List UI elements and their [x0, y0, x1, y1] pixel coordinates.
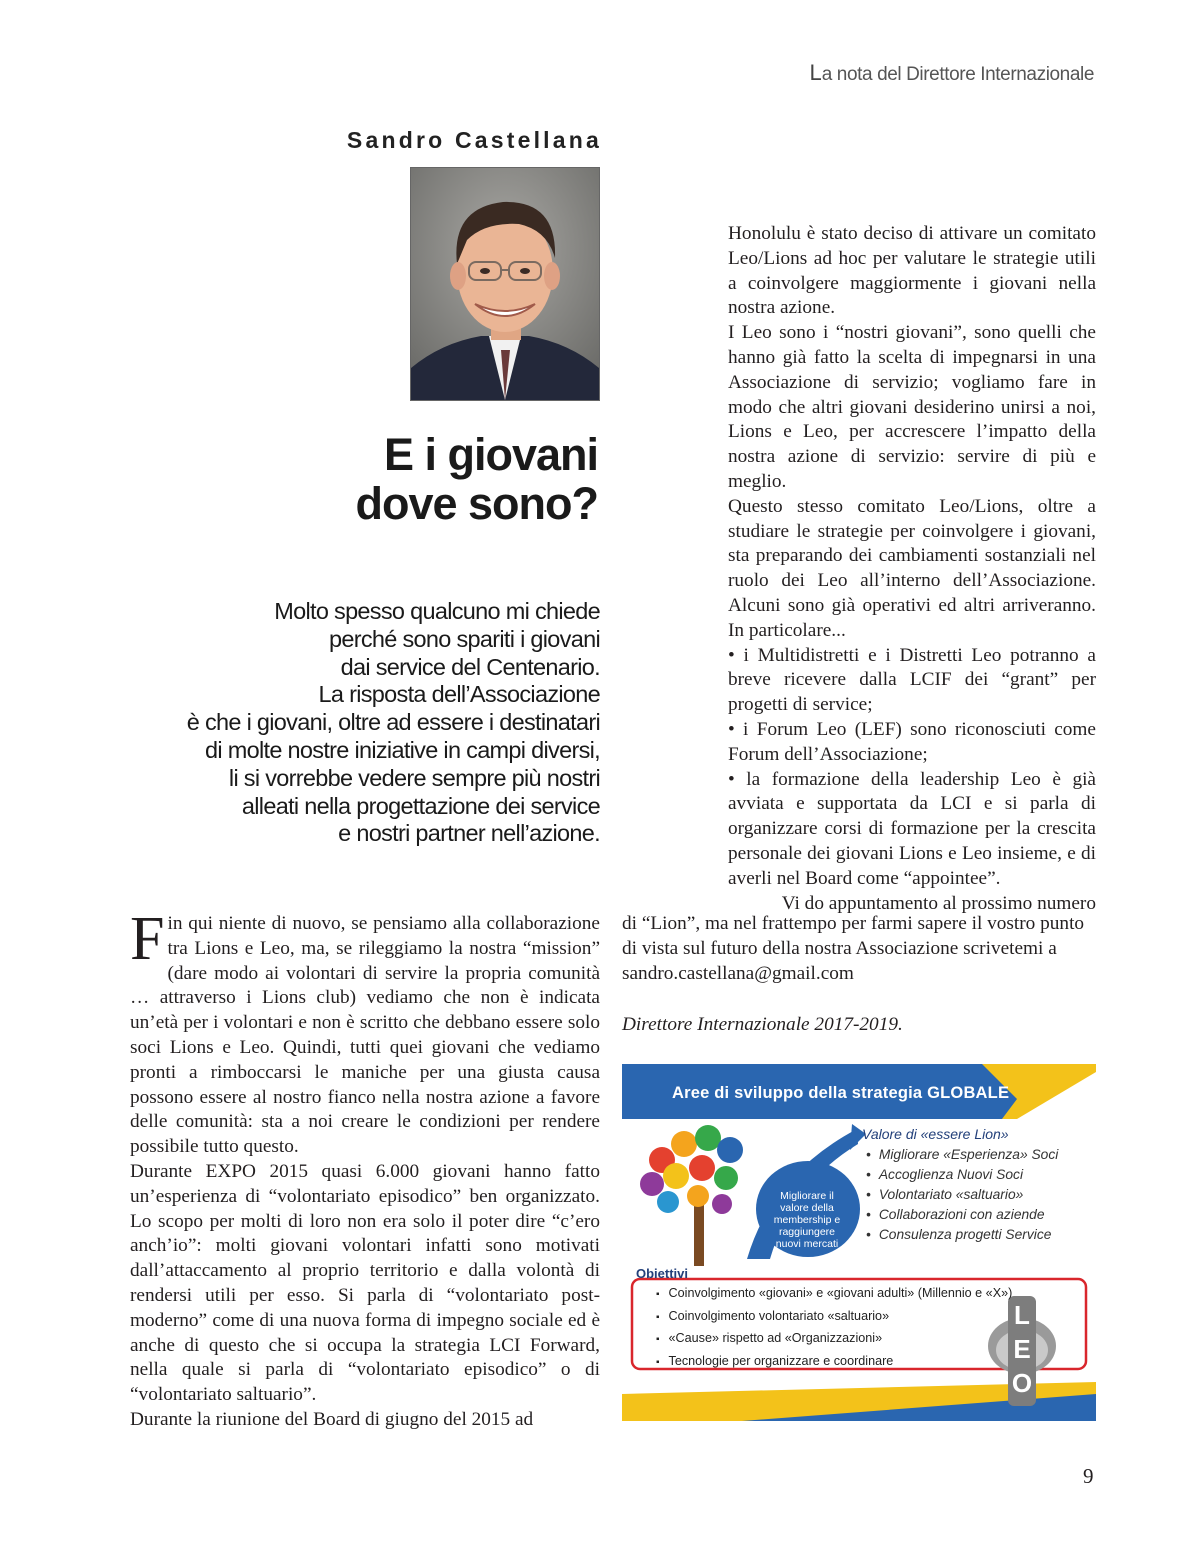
value-heading: Valore di «essere Lion» — [862, 1126, 1009, 1142]
value-item: • Migliorare «Esperienza» Soci — [866, 1145, 1058, 1165]
lead-line: li si vorrebbe vedere sempre più nostri — [228, 764, 600, 791]
body-paragraph: Honolulu è stato deciso di attivare un comitato Leo/Lions ad hoc per valutare le strategie utili a coinvolgere maggiormente i giovani nella nostra azione. — [728, 223, 1096, 319]
objective-item: ▪ Coinvolgimento volontariato «saltuario» — [656, 1306, 1012, 1329]
lead-line: dai service del Centenario. — [340, 653, 600, 680]
author-photo — [410, 167, 600, 401]
bullet-item: • la formazione della leadership Leo è già avviata e supportata da LCI e si parla di organizzare corsi di formazione per la crescita personale dei giovani Lions e Leo insieme, e di averli nel Board come “appointee”. — [728, 768, 1096, 889]
objective-item: ▪ «Cause» rispetto ad «Organizzazioni» — [656, 1328, 1012, 1351]
lead-line: La risposta dell’Associazione — [318, 681, 600, 708]
lead-line: perché sono spariti i giovani — [328, 625, 600, 652]
body-column-right — [728, 222, 1096, 916]
closing-paragraph: di “Lion”, ma nel frattempo per farmi sapere il vostro punto di vista sul futuro della nostra Associazione scrivetemi a sandro.castellana@gmail.com — [622, 913, 1085, 984]
body-paragraph: Vi do appuntamento al prossimo numero — [781, 892, 1096, 914]
author-signoff: Direttore Internazionale 2017-2019. — [622, 1014, 903, 1035]
body-paragraph — [130, 905, 600, 1160]
drop-cap: F — [130, 905, 165, 973]
author-name: Sandro Castellana — [346, 127, 602, 153]
header-initial: L — [809, 60, 822, 85]
body-paragraph: Durante EXPO 2015 quasi 6.000 giovani hanno fatto un’esperienza di “volontariato episodico” ben organizzato. Lo scopo per molti di loro non era solo il poter dire “c’ero anch’io”: molti giovani volontari infatti sono motivati dall’attaccamento al proprio territorio e dalla volontà di rendersi utili per esso. Si parla di “volontariato post-moderno” come di una nuova forma di impegno sociale ed è anche di questo che si occupa la strategia LCI Forward, nella quale si parla di “volontariato episodico” o di “volontariato saltuario”. — [130, 1160, 600, 1406]
objective-item: ▪ Tecnologie per organizzare e coordinare — [656, 1351, 1012, 1374]
title-line: E i giovani — [383, 429, 598, 480]
objectives-heading: Obiettivi — [636, 1266, 689, 1281]
lead-line: Molto spesso qualcuno mi chiede — [274, 598, 600, 624]
header-text: a nota del Direttore Internazionale — [821, 64, 1094, 85]
lead-line: e nostri partner nell’azione. — [338, 820, 600, 847]
lead-paragraph — [100, 598, 600, 848]
body-paragraph: Questo stesso comitato Leo/Lions, oltre a studiare le strategie per coinvolgere i giovani, sta preparando dei cambiamenti sostanziali nel ruolo dei Leo all’interno dell’Associazione. Alcuni sono già operativi ed altri arriveranno. In particolare... — [728, 495, 1096, 641]
objectives-list — [656, 1283, 1012, 1373]
page-number: 9 — [1083, 1464, 1094, 1488]
value-item: • Consulenza progetti Service — [866, 1225, 1058, 1245]
infographic-title: Aree di sviluppo della strategia GLOBALE — [672, 1084, 1010, 1102]
value-item: • Collaborazioni con aziende — [866, 1205, 1058, 1225]
bullet-item: • i Multidistretti e i Distretti Leo potranno a breve ricevere dalla LCIF dei “grant” per progetti di service; — [728, 644, 1096, 716]
portrait-image — [411, 168, 599, 400]
value-list — [866, 1145, 1058, 1245]
title-line: dove sono? — [355, 478, 598, 529]
lead-line: è che i giovani, oltre ad essere i destinatari — [186, 709, 600, 736]
value-item: • Volontariato «saltuario» — [866, 1185, 1058, 1205]
value-item: • Accoglienza Nuovi Soci — [866, 1165, 1058, 1185]
body-closing — [622, 912, 1096, 986]
leo-letter: L — [1014, 1300, 1030, 1330]
leo-letter: E — [1013, 1334, 1031, 1364]
body-paragraph: Durante la riunione del Board di giugno del 2015 ad — [130, 1408, 534, 1430]
bullet-item: • i Forum Leo (LEF) sono riconosciuti come Forum dell’Associazione; — [728, 718, 1096, 765]
lead-line: di molte nostre iniziative in campi diversi, — [205, 736, 600, 763]
membership-circle-text: Migliorare il valore della membership e raggiungere nuovi mercati — [773, 1190, 841, 1250]
body-paragraph: I Leo sono i “nostri giovani”, sono quelli che hanno già fatto la scelta di impegnarsi in una Associazione di servizio; vogliamo fare in modo che altri giovani desiderino unirsi a noi, Lions e Leo, per accrescere l’impatto della nostra azione di servizio: servire di più e meglio. — [728, 322, 1096, 492]
leo-letter: O — [1011, 1368, 1033, 1398]
lead-line: alleati nella progettazione dei service — [241, 792, 600, 819]
running-header — [810, 60, 1094, 86]
paragraph-text: in qui niente di nuovo, se pensiamo alla collaborazione tra Lions e Leo, ma, se rileggiamo la nostra “mission” (dare modo ai volontari di servire la propria comunità … attraverso i Lions club) vediamo che non è indicata un’età per i volontari e non è scritto che debbano essere solo soci Lions e Leo. Quindi, tutti quei giovani che vediamo pronti a rimboccarsi le maniche per una giusta causa possono essere al nostro fianco nella nostra azione a favore delle comunità: sta a noi creare le condizioni per rendere possibile tutto questo. — [130, 913, 600, 1158]
objective-item: ▪ Coinvolgimento «giovani» e «giovani adulti» (Millennio e «X») — [656, 1283, 1012, 1306]
body-column-left — [130, 905, 600, 1433]
article-title — [250, 430, 598, 528]
